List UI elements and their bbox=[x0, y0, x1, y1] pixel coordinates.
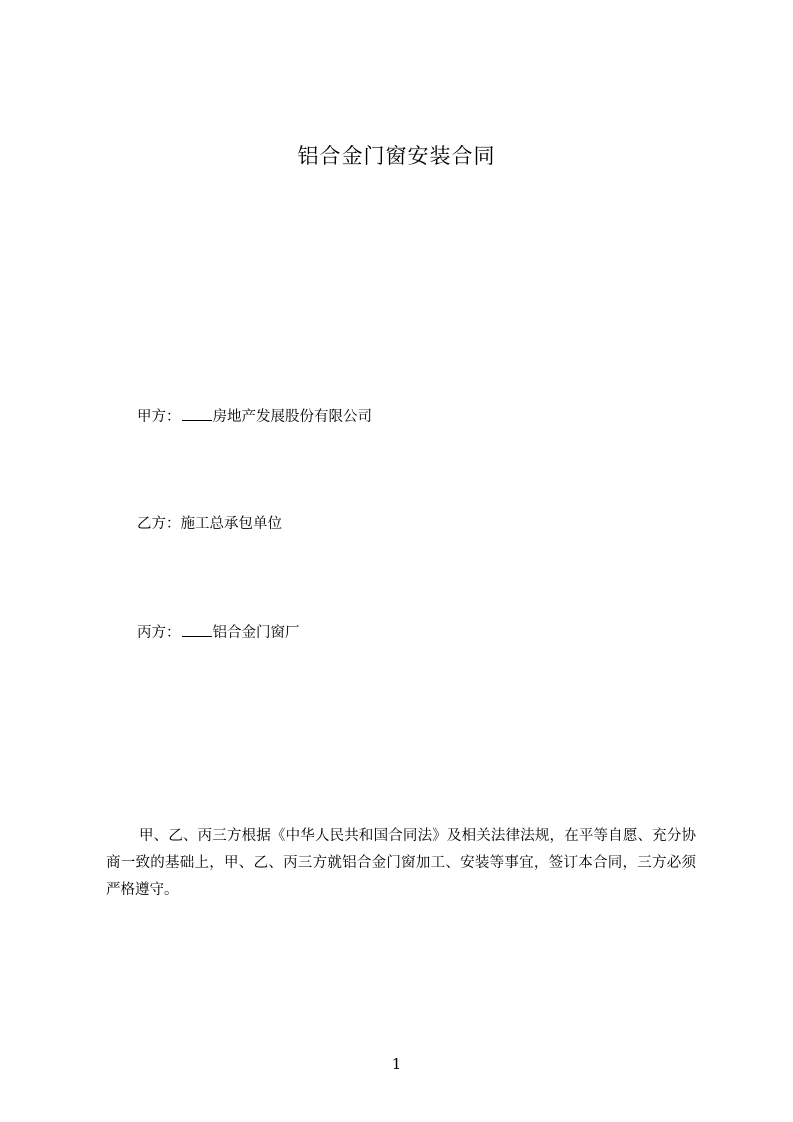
party-a-line bbox=[137, 406, 372, 427]
party-c-blank bbox=[182, 622, 212, 637]
page-number: 1 bbox=[391, 1055, 402, 1073]
party-b-label: 乙方： bbox=[137, 516, 181, 532]
party-c-name: 铝合金门窗厂 bbox=[212, 625, 300, 641]
party-c-label: 丙方： bbox=[137, 625, 181, 641]
party-b-name: 施工总承包单位 bbox=[180, 516, 282, 532]
intro-paragraph: 甲、乙、丙三方根据《中华人民共和国合同法》及相关法律法规，在平等自愿、充分协商一致的基础上，甲、乙、丙三方就铝合金门窗加工、安装等事宜，签订本合同，三方必须严格遵守。 bbox=[106, 828, 696, 898]
party-a-blank bbox=[182, 406, 212, 421]
document-title: 铝合金门窗安装合同 bbox=[297, 144, 496, 168]
party-a-label: 甲方： bbox=[137, 409, 181, 425]
party-a-name: 房地产发展股份有限公司 bbox=[212, 409, 372, 425]
party-b-line bbox=[137, 514, 282, 534]
party-c-line bbox=[137, 622, 300, 643]
